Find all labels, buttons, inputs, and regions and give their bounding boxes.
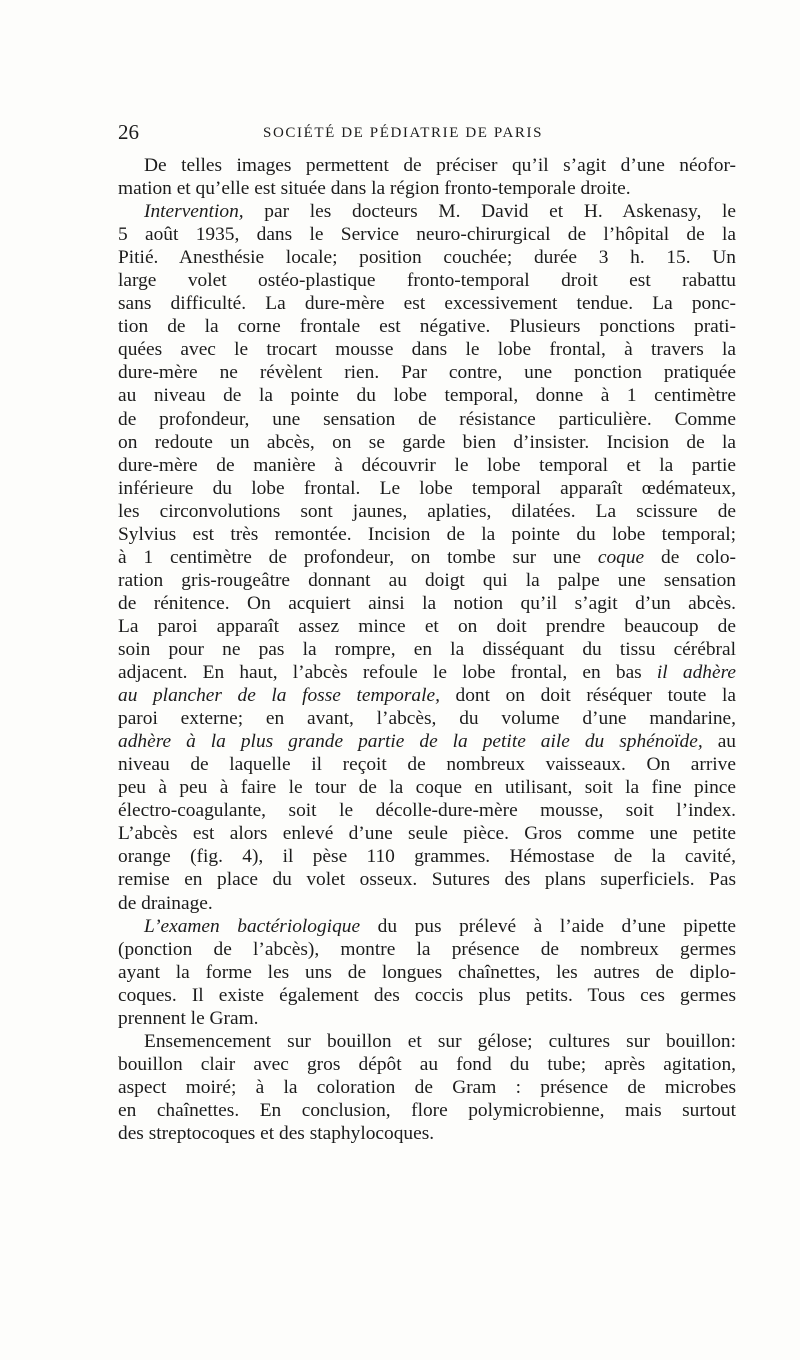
text-segment: ration gris-rougeâtre donnant au doigt qui la palpe une sensation [118, 569, 736, 591]
text-segment: de colo- [644, 546, 736, 568]
body-text [118, 154, 736, 1145]
text-segment: mation et qu’elle est située dans la région fronto-temporale droite. [118, 178, 631, 200]
paragraph [118, 915, 736, 1030]
text-segment: dure-mère de manière à découvrir le lobe temporal et la partie [118, 454, 736, 476]
text-line [118, 223, 736, 246]
text-line [118, 1030, 736, 1053]
text-line [118, 315, 736, 338]
text-line [118, 177, 736, 200]
italic-segment: coque [597, 546, 645, 568]
text-line [118, 500, 736, 523]
text-line [118, 753, 736, 776]
text-line [118, 1099, 736, 1122]
text-line [118, 845, 736, 868]
text-line [118, 1007, 736, 1030]
text-segment: dont on doit réséquer toute la [439, 685, 736, 707]
text-line [118, 915, 736, 938]
text-segment: Sylvius est très remontée. Incision de la pointe du lobe temporal; [118, 523, 736, 545]
text-line [118, 984, 736, 1007]
text-segment: on redoute un abcès, on se garde bien d’insister. Incision de la [118, 431, 736, 453]
text-line [118, 868, 736, 891]
page-number: 26 [118, 120, 139, 144]
text-segment: remise en place du volet osseux. Sutures des plans superficiels. Pas [118, 869, 736, 891]
text-line [118, 246, 736, 269]
text-segment: niveau de laquelle il reçoit de nombreux vaisseaux. On arrive [118, 754, 736, 776]
text-line [118, 707, 736, 730]
text-line [118, 338, 736, 361]
text-segment: De telles images permettent de préciser qu’il s’agit d’une néofor- [144, 155, 736, 176]
text-segment: La paroi apparaît assez mince et on doit prendre beaucoup de [118, 615, 736, 637]
text-line [118, 361, 736, 384]
text-segment: dure-mère ne révèlent rien. Par contre, une ponction pratiquée [118, 362, 736, 384]
italic-segment: au plancher de la fosse temporale, [118, 685, 440, 707]
text-segment: les circonvolutions sont jaunes, aplaties, dilatées. La scissure de [118, 500, 736, 522]
text-segment: 5 août 1935, dans le Service neuro-chirurgical de l’hôpital de la [118, 224, 736, 246]
text-line [118, 200, 736, 223]
text-line [118, 776, 736, 799]
text-segment: adjacent. En haut, l’abcès refoule le lobe frontal, en bas [118, 662, 657, 684]
italic-segment: il adhère [656, 662, 737, 684]
text-segment: peu à peu à faire le tour de la coque en utilisant, soit la fine pince [118, 777, 736, 799]
text-line [118, 961, 736, 984]
text-line [118, 615, 736, 638]
text-segment: de rénitence. On acquiert ainsi la notion qu’il s’agit d’un abcès. [118, 592, 736, 614]
text-segment: bouillon clair avec gros dépôt au fond du tube; après agitation, [118, 1053, 736, 1075]
text-segment: orange (fig. 4), il pèse 110 grammes. Hémostase de la cavité, [118, 846, 736, 868]
text-segment: inférieure du lobe frontal. Le lobe temporal apparaît œdémateux, [118, 477, 736, 499]
text-segment: soin pour ne pas la rompre, en la disséquant du tissu cérébral [118, 638, 736, 660]
text-segment: des streptocoques et des staphylocoques. [118, 1122, 435, 1144]
text-segment: tion de la corne frontale est négative. Plusieurs ponctions prati- [118, 316, 736, 338]
text-line [118, 592, 736, 615]
text-segment: Pitié. Anesthésie locale; position couchée; durée 3 h. 15. Un [118, 247, 736, 269]
text-segment: au [702, 731, 736, 753]
text-line [118, 431, 736, 454]
italic-segment: L’examen bactériologique [144, 915, 361, 937]
text-line [118, 822, 736, 845]
text-line [118, 1076, 736, 1099]
text-segment: coques. Il existe également des coccis plus petits. Tous ces germes [118, 984, 736, 1006]
text-line [118, 1122, 736, 1145]
text-line [118, 269, 736, 292]
text-segment: L’abcès est alors enlevé d’une seule pièce. Gros comme une petite [118, 823, 736, 845]
text-line [118, 799, 736, 822]
text-line [118, 384, 736, 407]
running-header [118, 120, 736, 144]
text-segment: (ponction de l’abcès), montre la présence de nombreux germes [118, 938, 736, 960]
text-segment: ayant la forme les uns de longues chaînettes, les autres de diplo- [118, 961, 736, 983]
text-line [118, 477, 736, 500]
running-title: SOCIÉTÉ DE PÉDIATRIE DE PARIS [263, 125, 544, 141]
text-line [118, 569, 736, 592]
text-segment: de profondeur, une sensation de résistance particulière. Comme [118, 408, 736, 430]
text-segment: sans difficulté. La dure-mère est excessivement tendue. La ponc- [118, 293, 736, 315]
text-segment: par les docteurs M. David et H. Askenasy, le [243, 201, 736, 223]
text-line [118, 638, 736, 661]
text-line [118, 292, 736, 315]
text-segment: à 1 centimètre de profondeur, on tombe sur une [118, 546, 598, 568]
text-segment: Ensemencement sur bouillon et sur gélose; cultures sur bouillon: [144, 1030, 736, 1052]
text-line [118, 154, 736, 177]
text-line [118, 892, 736, 915]
text-line [118, 454, 736, 477]
text-line [118, 938, 736, 961]
text-segment: large volet ostéo-plastique fronto-temporal droit est rabattu [118, 270, 736, 292]
italic-segment: Intervention, [144, 201, 244, 223]
text-segment: en chaînettes. En conclusion, flore polymicrobienne, mais surtout [118, 1099, 736, 1121]
text-segment: aspect moiré; à la coloration de Gram : présence de microbes [118, 1076, 736, 1098]
text-segment: du pus prélevé à l’aide d’une pipette [360, 915, 736, 937]
text-line [118, 661, 736, 684]
text-segment: quées avec le trocart mousse dans le lobe frontal, à travers la [118, 339, 736, 361]
text-line [118, 1053, 736, 1076]
text-segment: au niveau de la pointe du lobe temporal, donne à 1 centimètre [118, 385, 736, 407]
text-segment: paroi externe; en avant, l’abcès, du volume d’une mandarine, [118, 708, 736, 730]
text-segment: prennent le Gram. [118, 1007, 259, 1029]
text-line [118, 523, 736, 546]
paragraph [118, 200, 736, 914]
paragraph [118, 1030, 736, 1145]
text-line [118, 730, 736, 753]
text-segment: de drainage. [118, 892, 213, 914]
text-segment: électro-coagulante, soit le décolle-dure-mère mousse, soit l’index. [118, 800, 736, 822]
text-line [118, 408, 736, 431]
text-line [118, 684, 736, 707]
text-line [118, 546, 736, 569]
paragraph [118, 154, 736, 200]
italic-segment: adhère à la plus grande partie de la petite aile du sphénoïde, [118, 731, 703, 753]
